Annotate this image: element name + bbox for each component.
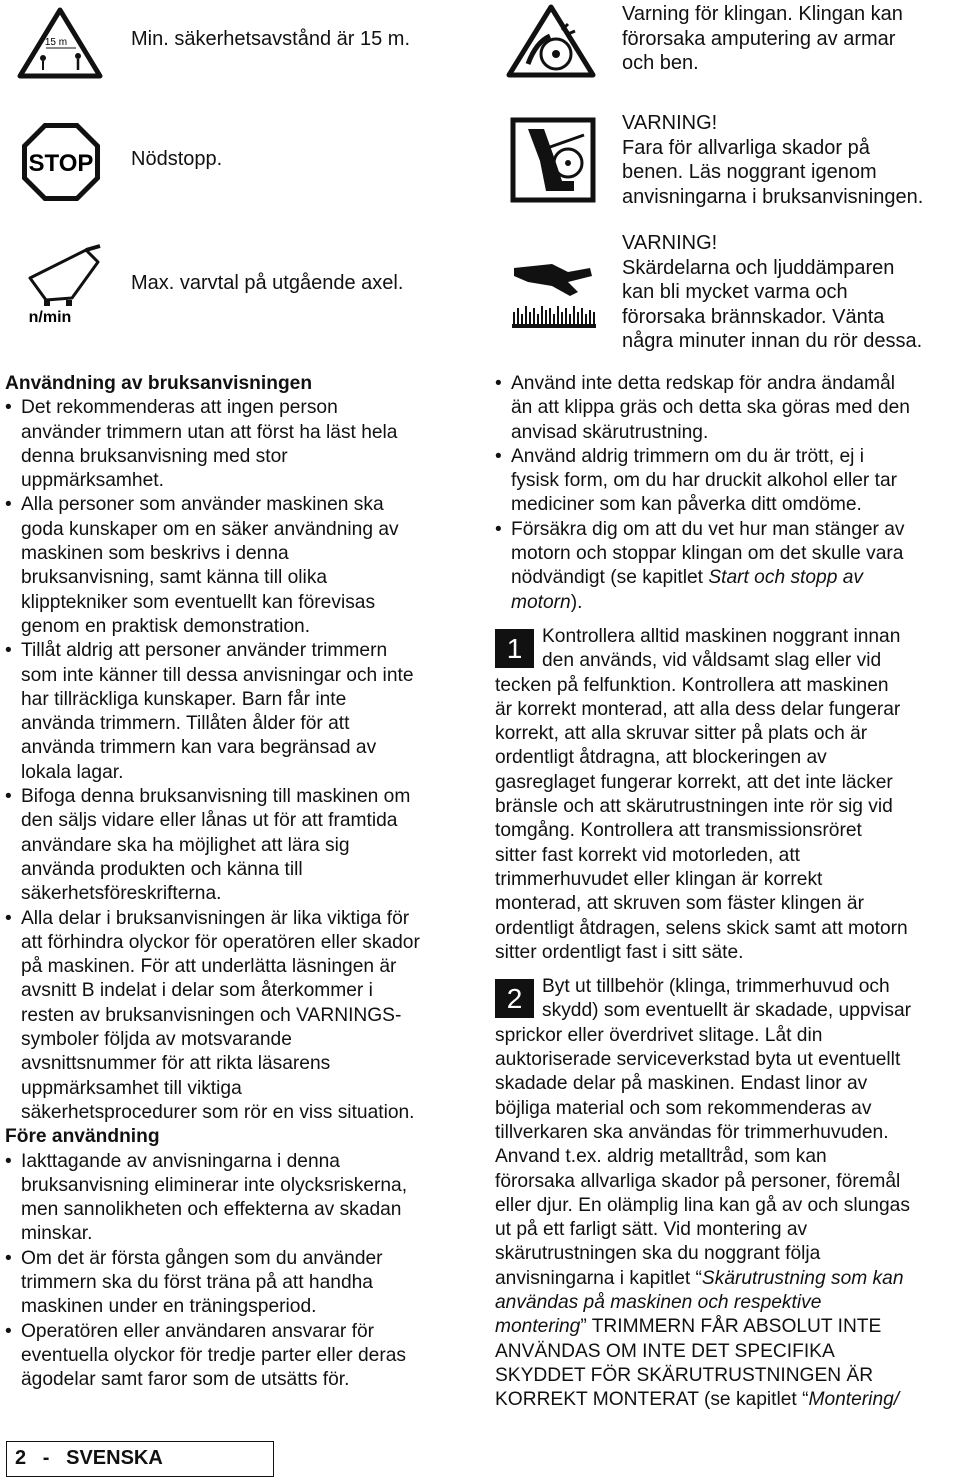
list-item: • Iakttagande av anvisningarna i denna bruksanvisning eliminerar inte olycksriskerna, men sannolikheten och effekterna av skadan minskar. <box>5 1150 408 1245</box>
right-column <box>495 372 957 1412</box>
list-item: • Det rekommenderas att ingen person använder trimmern utan att först ha läst hela denna bruksanvisning med stor uppmärksamhet. <box>5 397 398 492</box>
safety-step-2: 2 Byt ut tillbehör (klinga, trimmerhuvud och skydd) som eventuellt är skadade, uppvisar sprickor eller överdrivet slitage. Låt din auktoriserade serviceverkstad byta ut eventuellt skadade delar på maskinen. Endast linor av böjliga material och som rekommenderas av tillverkaren ska användas för trimmerhuvuden. Anvand t.ex. aldrig metalltråd, som kan förorsaka allvarliga skador på personer, föremål eller djur. En olämplig lina kan gå av och slungas ut på ett farligt sätt. Vid montering av skärutrustningen ska du noggrant följa anvisningarna i kapitlet “Skärutrustning som kan användas på maskinen och respektive montering” TRIMMERN FÅR ABSOLUT INTE ANVÄNDAS OM INTE DET SPECIFIKA SKYDDET FÖR SKÄRUTRUSTNINGEN ÄR KORREKT MONTERAT (se kapitlet “Montering/ <box>495 976 912 1411</box>
list-item: • Operatören eller användaren ansvarar för eventuella olyckor för tredje parter eller deras ägodelar samt faror som de utsätts för. <box>5 1320 407 1391</box>
symbol-text-stop: Nödstopp. <box>131 148 223 170</box>
list-item: • Tillåt aldrig att personer använder trimmern som inte känner till dessa anvisningar och inte har tillräckliga kunskaper. Barn får inte använda trimmern. Tillåten ålder för att använda trimmern kan vara begränsad av lokala lagar. <box>5 640 414 783</box>
list-item: • Försäkra dig om att du vet hur man stänger av motorn och stoppar klingan om det skulle vara nödvändigt (se kapitlet Start och stopp av motorn). <box>495 518 905 613</box>
svg-text:n/min: n/min <box>28 309 72 326</box>
symbol-text-blade: Varning för klingan. Klingan kan förorsaka amputering av armar och ben. <box>622 3 903 74</box>
left-column <box>5 372 475 1392</box>
list-item: • Alla delar i bruksanvisningen är lika viktiga för att förhindra olyckor för operatören eller skador på maskinen. För att underlätta läsningen är avsnitt B indelat i delar som återkommer i resten av bruksanvisningen och VARNINGS- symboler följda av motsvarande avsnittsnummer för att rikta läsarens uppmärksamhet till viktiga säkerhetsprocedurer som rör en viss situation. <box>5 907 420 1123</box>
list-item: • Använd inte detta redskap för andra ändamål än att klippa gräs och detta ska göras med den anvisad skärutrustning. <box>495 373 910 443</box>
step-number-badge: 1 <box>495 629 534 668</box>
page-footer: 2 - SVENSKA <box>6 1441 274 1477</box>
list-item: • Alla personer som använder maskinen ska goda kunskaper om en säker användning av maskinen som beskrivs i denna bruksanvisning, samt känna till olika klipptekniker som eventuellt kan förevisas genom en praktisk demonstration. <box>5 494 399 637</box>
hot-surface-icon <box>508 258 600 330</box>
section-heading-before-use: Före användning <box>5 1126 160 1148</box>
svg-text:15 m: 15 m <box>44 37 68 48</box>
safety-step-1: 1 Kontrollera alltid maskinen noggrant innan den används, vid våldsamt slag eller vid tecken på felfunktion. Kontrollera att maskinen är korrekt monterad, att alla dess delar fungerar korrekt, att alla skruvar sitter på plats och är ordentligt åtdragna, att blockeringen av gasreglaget fungerar korrekt, att det inte läcker bränsle och att skärutrustningen inte rör sig vid tomgång. Kontrollera att transmissionsröret sitter fast korrekt vid motorleden, att trimmerhuvudet eller klingan är korrekt monterad, att skruven som fäster klingen är ordentligt åtdragen, selens skick samt att motorn sitter ordentligt fast i sitt säte. <box>495 625 908 963</box>
list-item: • Bifoga denna bruksanvisning till maskinen om den säljs vidare eller lånas ut för att framtida användare ska ha möjlighet att lära sig använda produkten och känna till säkerhetsföreskrifterna. <box>5 786 411 905</box>
stop-sign-icon <box>20 121 102 203</box>
blade-warning-icon <box>506 4 596 78</box>
symbol-text-hot: VARNING! Skärdelarna och ljuddämparen kan bli mycket varma och förorsaka brännskador. Vänta några minuter innan du rör dessa. <box>622 232 923 352</box>
symbol-text-leg: VARNING! Fara för allvarliga skador på benen. Läs noggrant igenom anvisningarna i bruksanvisningen. <box>622 112 924 208</box>
list-item: • Om det är första gången som du använder trimmern ska du först träna på att handha maskinen under en träningsperiod. <box>5 1247 383 1318</box>
distance-15m-icon <box>16 6 104 80</box>
section-heading-usage: Användning av bruksanvisningen <box>5 373 313 394</box>
symbol-text-rpm: Max. varvtal på utgående axel. <box>131 272 404 294</box>
step-number-badge: 2 <box>495 979 534 1018</box>
leg-injury-icon <box>510 117 596 203</box>
list-item: • Använd aldrig trimmern om du är trött, ej i fysisk form, om du har druckit alkohol eller tar mediciner som kan påverka ditt omdöme. <box>495 445 898 516</box>
max-rpm-icon <box>16 244 108 328</box>
symbol-text-distance: Min. säkerhetsavstånd är 15 m. <box>131 28 411 50</box>
svg-text:STOP: STOP <box>28 150 94 177</box>
